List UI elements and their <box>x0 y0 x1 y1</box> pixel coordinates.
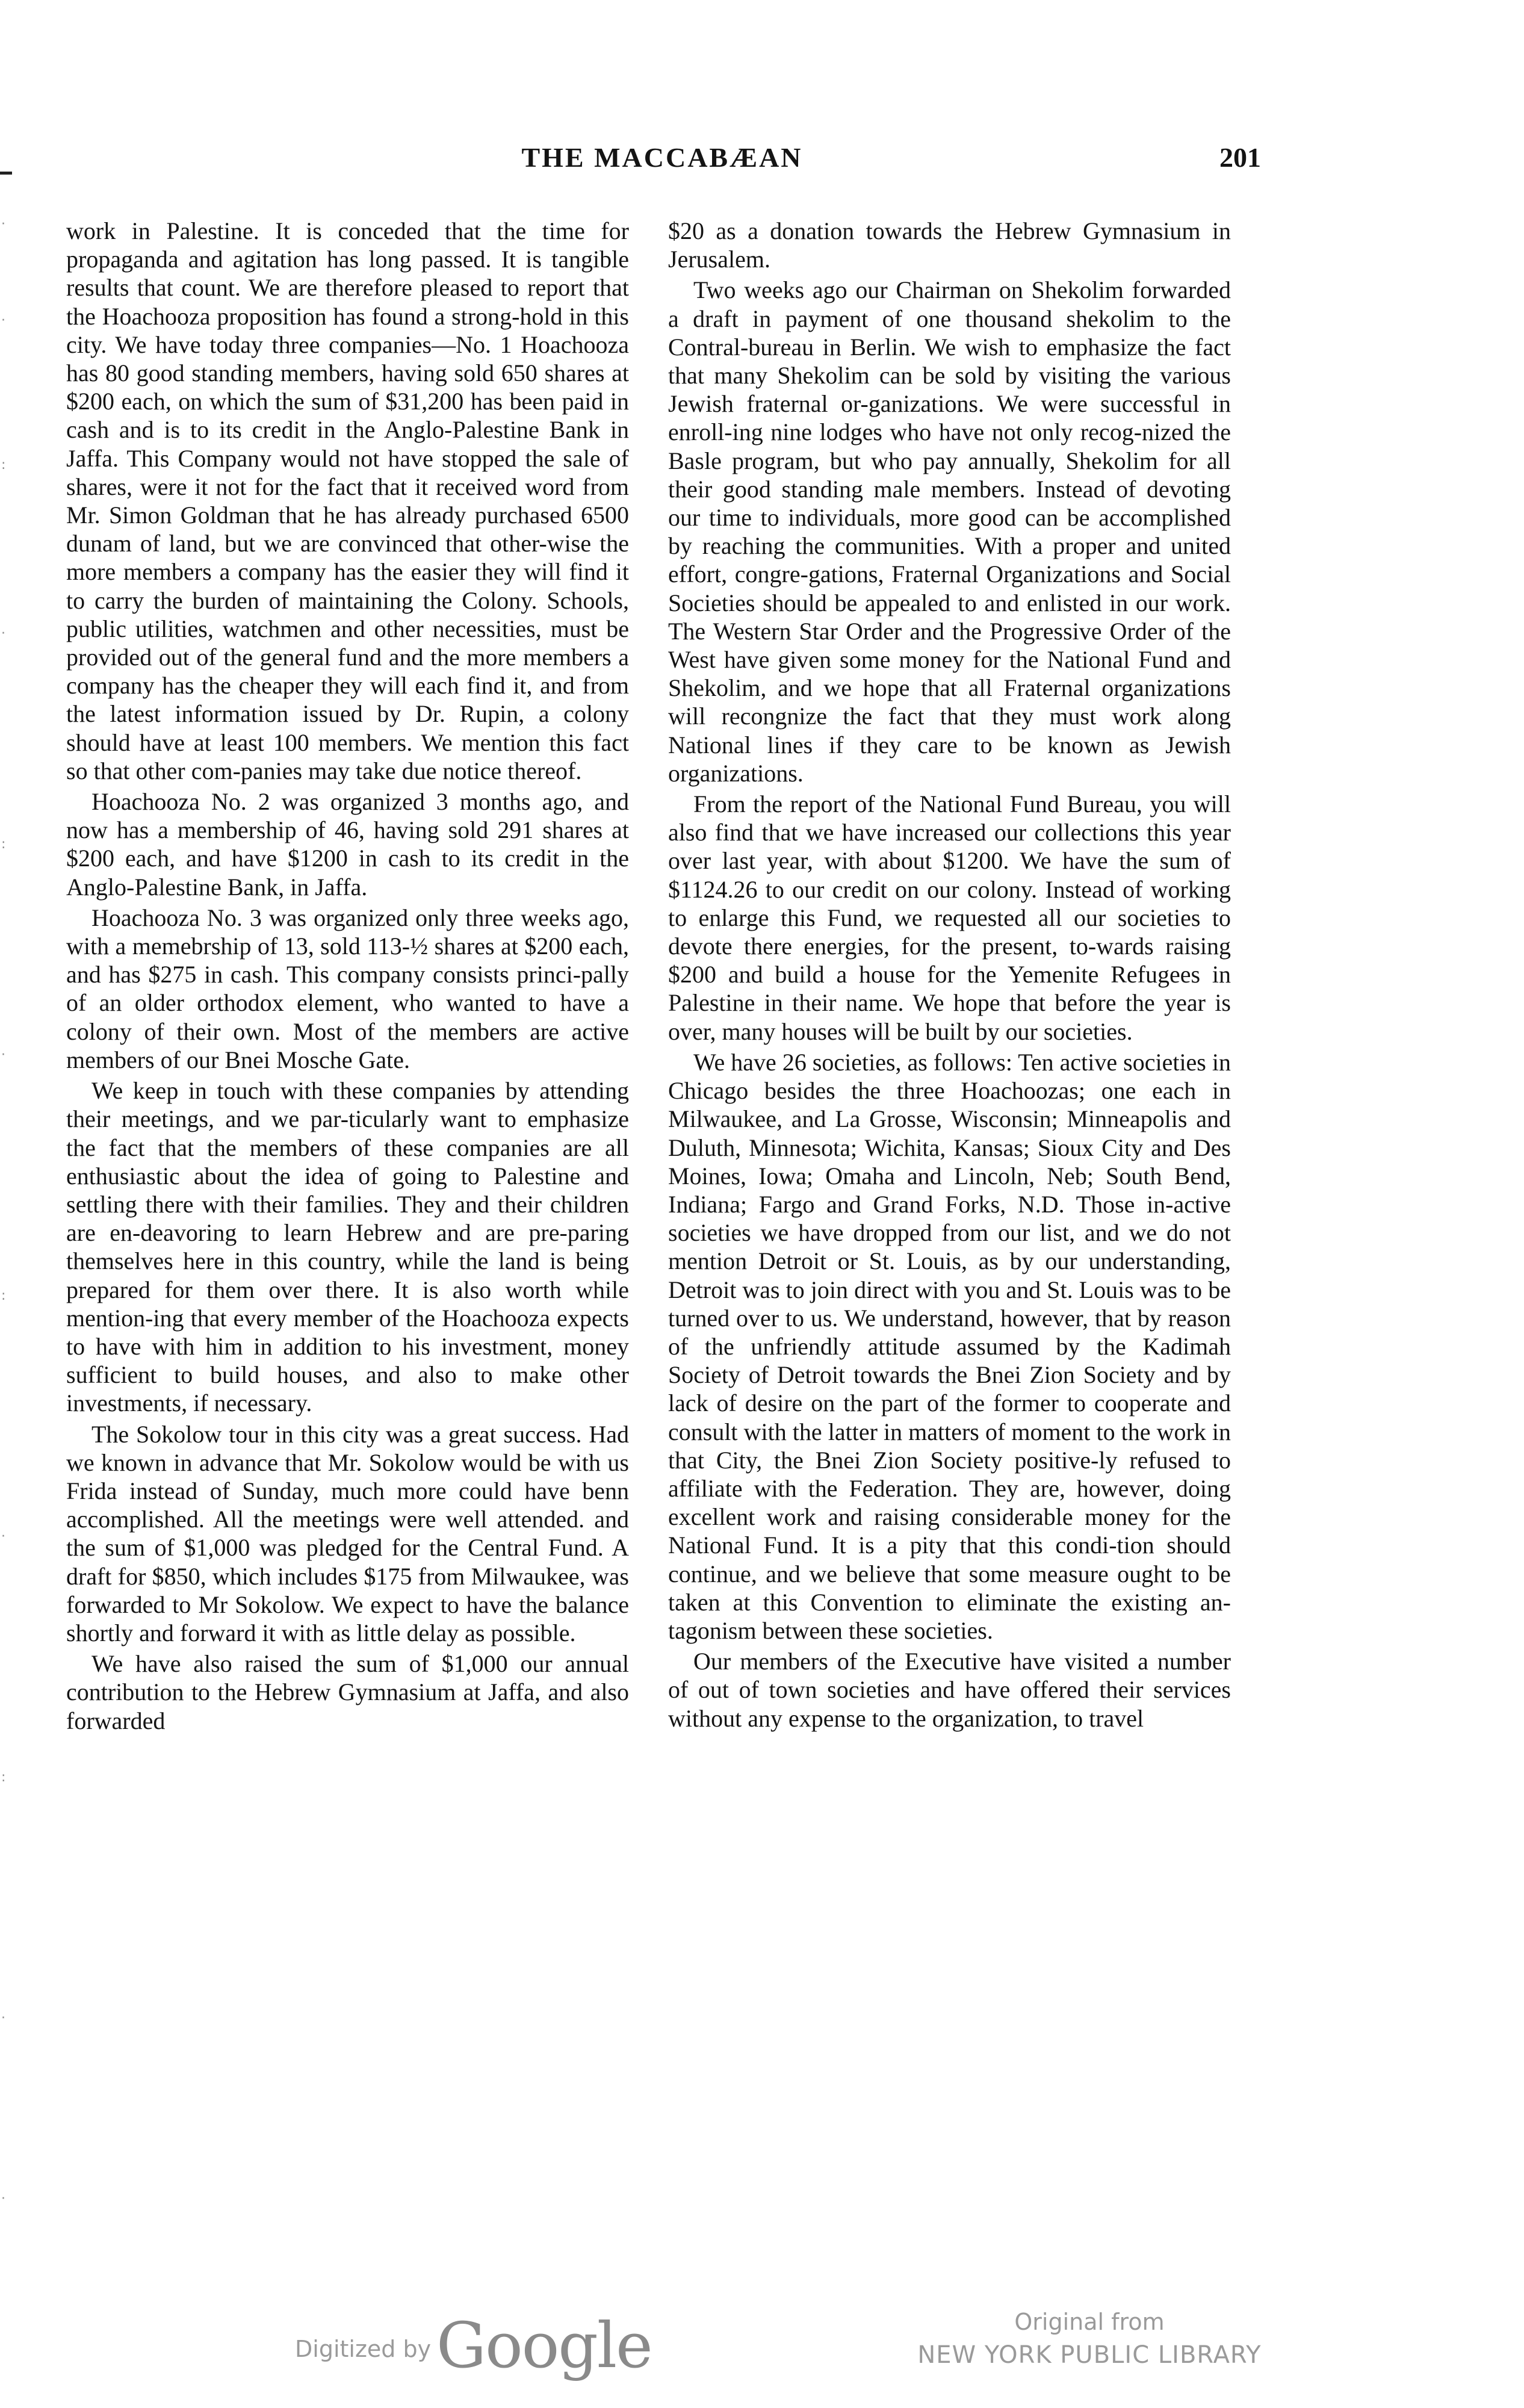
paragraph: work in Palestine. It is conceded that the time for propaganda and agitation has long passed. It is tangible results that count. We are therefore pleased to report that the Hoachooza proposition has found a strong-hold in this city. We have today three companies—No. 1 Hoachooza has 80 good standing members, having sold 650 shares at $200 each, on which the sum of $31,200 has been paid in cash and is to its credit in the Anglo-Palestine Bank in Jaffa. This Company would not have stopped the sale of shares, were it not for the fact that it received word from Mr. Simon Goldman that he has already purchased 6500 dunam of land, but we are convinced that other-wise the more members a company has the easier they will find it to carry the burden of maintaining the Colony. Schools, public utilities, watchmen and other necessities, must be provided out of the general fund and the more members a company has the cheaper they will each find it, and from the latest information issued by Dr. Rupin, a colony should have at least 100 members. We mention this fact so that other com-panies may take due notice thereof. <box>66 217 629 784</box>
journal-title: THE MACCABÆAN <box>521 142 803 173</box>
page-number: 201 <box>1219 142 1261 173</box>
original-source <box>879 2306 1300 2372</box>
library-name: NEW YORK PUBLIC LIBRARY <box>917 2341 1262 2369</box>
margin-rule <box>0 172 12 175</box>
left-column <box>66 217 629 2233</box>
paragraph: Two weeks ago our Chairman on Shekolim forwarded a draft in payment of one thousand shekolim to the Contral-bureau in Berlin. We wish to emphasize the fact that many Shekolim can be sold by visiting the various Jewish fraternal or-ganizations. We were successful in enroll-ing nine lodges who have not only recog-nized the Basle program, but who pay annually, Shekolim for all their good standing male members. Instead of devoting our time to individuals, more good can be accomplished by reaching the communities. With a proper and united effort, congre-gations, Fraternal Organizations and Social Societies should be appealed to and enlisted in our work. The Western Star Order and the Progressive Order of the West have given some money for the National Fund and Shekolim, and we hope that all Fraternal organizations will recongnize the fact that they must work along National lines if they care to be known as Jewish organizations. <box>668 276 1231 787</box>
paragraph: Hoachooza No. 2 was organized 3 months ago, and now has a membership of 46, having sold 291 shares at $200 each, and have $1200 in cash to its credit in the Anglo-Palestine Bank, in Jaffa. <box>66 788 629 901</box>
paragraph: We have also raised the sum of $1,000 our annual contribution to the Hebrew Gymnasium at Jaffa, and also forwarded <box>66 1650 629 1734</box>
running-header <box>63 141 1261 184</box>
paragraph: From the report of the National Fund Bureau, you will also find that we have increased our collections this year over last year, with about $1200. We have the sum of $1124.26 to our credit on our colony. Instead of working to enlarge this Fund, we requested all our societies to devote there energies, for the present, to-wards raising $200 and build a house for the Yemenite Refugees in Palestine in their name. We hope that before the year is over, many houses will be built by our societies. <box>668 790 1231 1045</box>
paragraph: $20 as a donation towards the Hebrew Gymnasium in Jerusalem. <box>668 217 1231 273</box>
paragraph: Hoachooza No. 3 was organized only three weeks ago, with a memebrship of 13, sold 113-½ shares at $200 each, and has $275 in cash. This company consists princi-pally of an older orthodox element, who wanted to have a colony of their own. Most of the members are active members of our Bnei Mosche Gate. <box>66 904 629 1073</box>
digitized-by-label: Digitized by <box>295 2336 432 2362</box>
paragraph: We have 26 societies, as follows: Ten active societies in Chicago besides the three Hoachoozas; one each in Milwaukee, and La Grosse, Wisconsin; Minneapolis and Duluth, Minnesota; Wichita, Kansas; Sioux City and Des Moines, Iowa; Omaha and Lincoln, Neb; South Bend, Indiana; Fargo and Grand Forks, N.D. Those in-active societies we have dropped from our list, and we do not mention Detroit or St. Louis, as by our understanding, Detroit was to join direct with you and St. Louis was to be turned over to us. We understand, however, that by reason of the unfriendly attitude assumed by the Kadimah Society of Detroit towards the Bnei Zion Society and by lack of desire on the part of the former to cooperate and consult with the latter in matters of moment to the work in that City, the Bnei Zion Society positive-ly refused to affiliate with the Federation. They are, however, doing excellent work and raising considerable money for the National Fund. It is a pity that this condi-tion should continue, and we believe that some measure ought to be taken at this Convention to eliminate the existing an-tagonism between these societies. <box>668 1048 1231 1644</box>
paragraph: Our members of the Executive have visited a number of out of town societies and have offered their services without any expense to the organization, to travel <box>668 1648 1231 1732</box>
paragraph: The Sokolow tour in this city was a great success. Had we known in advance that Mr. Sokolow would be with us Frida instead of Sunday, much more could have benn accomplished. All the meetings were well attended. and the sum of $1,000 was pledged for the Central Fund. A draft for $850, which includes $175 from Milwaukee, was forwarded to Mr Sokolow. We expect to have the balance shortly and forward it with as little delay as possible. <box>66 1420 629 1646</box>
scan-margin-artifacts: · · : · : · : · : · · <box>1 217 6 2206</box>
original-from-label: Original from <box>1014 2309 1165 2335</box>
paragraph: We keep in touch with these companies by attending their meetings, and we par-ticularly want to emphasize the fact that the members of these companies are all enthusiastic about the idea of going to Palestine and settling there with their families. They and their children are en-deavoring to learn Hebrew and are pre-paring themselves here in this country, while the land is being prepared for them over there. It is also worth while mention-ing that every member of the Hoachooza expects to have with him in addition to his investment, money sufficient to build houses, and also to make other investments, if necessary. <box>66 1077 629 1417</box>
right-column <box>668 217 1231 2233</box>
digitization-footer <box>0 2306 1524 2396</box>
google-logo: Google <box>436 2309 652 2382</box>
